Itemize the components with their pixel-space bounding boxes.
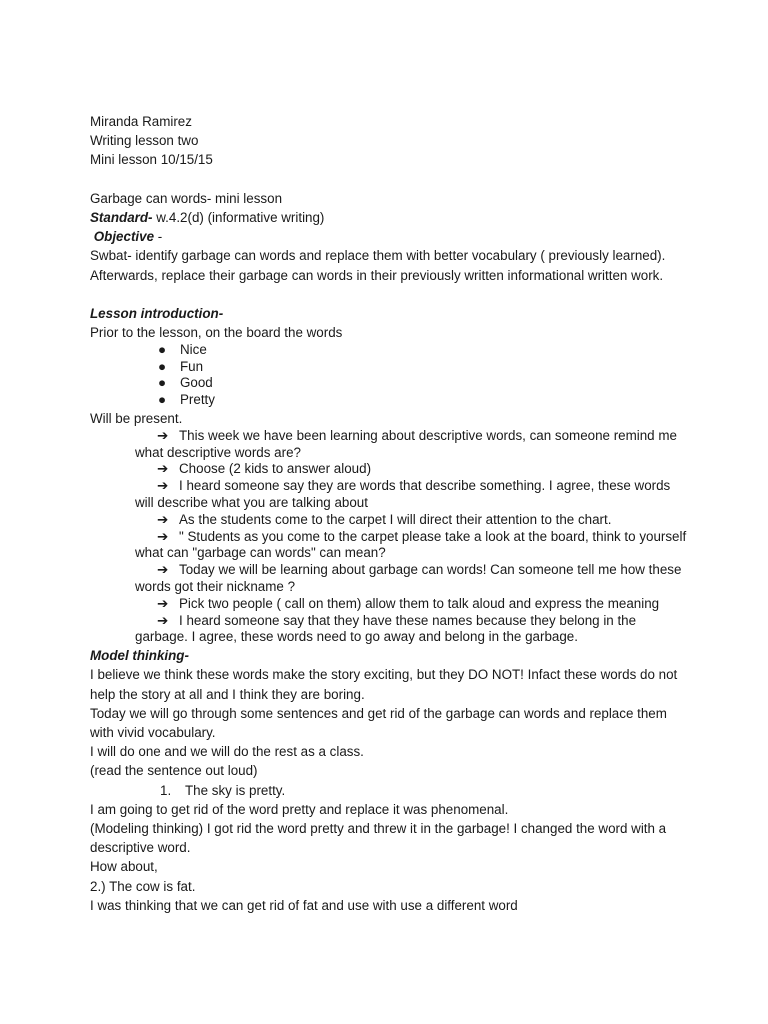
list-item: ➔ This week we have been learning about descriptive words, can someone remind me what descriptive words are? [135,427,677,460]
standard-text: w.4.2(d) (informative writing) [152,209,325,225]
list-item: ➔ " Students as you come to the carpet please take a look at the board, think to yourself what can "garbage can words" can mean? [135,528,687,561]
bullet-icon: ● [158,358,167,374]
lesson-intro-text: Prior to the lesson, on the board the words [90,325,343,341]
model-thinking-paragraph: I will do one and we will do the rest as a class. [90,744,364,760]
objective-label: Objective [93,229,155,245]
document-title: Garbage can words- mini lesson [90,190,283,206]
model-thinking-heading: Model thinking- [90,648,189,664]
author-name: Miranda Ramirez [90,114,192,129]
arrow-icon: ➔ [157,562,169,578]
bullet-icon: ● [158,375,167,391]
arrow-icon: ➔ [157,461,169,477]
standard-line [90,208,690,227]
list-item: ➔ Choose (2 kids to answer aloud) [157,461,372,477]
objective-suffix: - [154,229,163,245]
numbered-item: 1. The sky is pretty. [160,782,286,798]
arrow-icon: ➔ [157,595,169,611]
list-item: ● Good [158,375,213,391]
bullet-icon: ● [158,342,167,358]
list-item: ➔ I heard someone say that they have these names because they belong in the garbage. I agree, these words need to go away and belong in the garbage. [135,612,637,645]
document-body [90,112,690,915]
lesson-intro-heading: Lesson introduction- [90,305,224,321]
lesson-steps [90,428,690,646]
list-item: ● Nice [158,342,207,358]
list-item: ➔ I heard someone say they are words that describe something. I agree, these words will describe what you are talking about [135,478,671,511]
model-thinking-paragraph: 2.) The cow is fat. [90,878,196,894]
model-thinking-paragraph: (Modeling thinking) I got rid the word pretty and threw it in the garbage! I changed the word with a descriptive word. [90,820,667,856]
model-thinking-paragraph: How about, [90,859,158,875]
spacer [90,285,690,304]
list-item: ● Fun [158,358,204,374]
board-words-list [90,342,690,408]
lesson-title-line: Writing lesson two [90,133,199,149]
arrow-icon: ➔ [157,478,169,494]
model-thinking-paragraph: (read the sentence out loud) [90,763,258,779]
objective-heading [90,227,690,246]
bullet-icon: ● [158,392,167,408]
list-item: ➔ Today we will be learning about garbage can words! Can someone tell me how these words got their nickname ? [135,562,682,595]
lesson-intro-after: Will be present. [90,410,183,426]
list-item: ● Pretty [158,392,215,408]
standard-label: Standard- [90,209,153,225]
list-item: ➔ As the students come to the carpet I will direct their attention to the chart. [157,511,612,527]
model-thinking-paragraph: Today we will go through some sentences and get rid of the garbage can words and replace them with vivid vocabulary. [90,705,667,740]
arrow-icon: ➔ [157,511,169,527]
list-item: ➔ Pick two people ( call on them) allow them to talk aloud and express the meaning [157,595,660,611]
arrow-icon: ➔ [157,427,169,443]
arrow-icon: ➔ [157,528,169,544]
model-thinking-paragraph: I was thinking that we can get rid of fat and use with use a different word [90,897,518,913]
model-thinking-paragraph: I am going to get rid of the word pretty and replace it was phenomenal. [90,801,509,817]
model-thinking-paragraph: I believe we think these words make the story exciting, but they DO NOT! Infact these words do not help the story at all and I think they are boring. [90,667,678,702]
arrow-icon: ➔ [157,612,169,628]
objective-text: Swbat- identify garbage can words and replace them with better vocabulary ( previously learned). Afterwards, replace their garbage can words in their previously written informational written work. [90,248,666,283]
date-line: Mini lesson 10/15/15 [90,152,213,168]
spacer [90,170,690,189]
